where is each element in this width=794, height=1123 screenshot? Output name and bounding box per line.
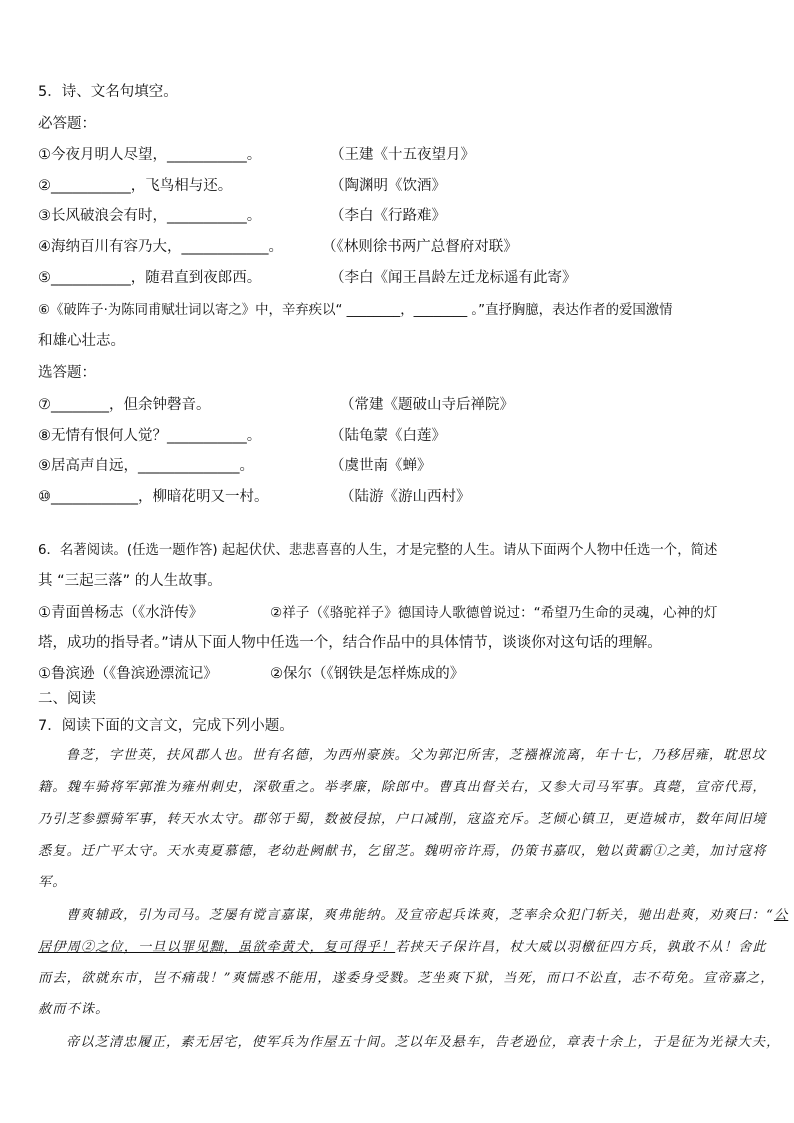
fill-item-8: ⑧无情有恨何人觉？___________。: [38, 428, 262, 444]
fill-item-7-source: （常建《题破山寺后禅院》: [340, 397, 514, 413]
passage-p1-line-1: 鲁芝，字世英，扶风郡人也。世有名德，为西州豪族。父为郭汜所害，芝襁褓流离，年十七，乃移居雍，耽思坟: [66, 748, 767, 763]
question-7-title: 7．阅读下面的文言文，完成下列小题。: [38, 718, 294, 734]
passage-p2-line-4: 赦而不诛。: [38, 1002, 110, 1017]
passage-p2-line-3: 而去，欲就东市，岂不痛哉！”爽懦惑不能用，遂委身受戮。芝坐爽下狱，当死，而口不讼直，志不苟免。宣帝嘉之，: [38, 971, 775, 986]
required-label: 必答题：: [38, 116, 96, 132]
passage-p2-line-1-text: 曹爽辅政，引为司马。芝屡有谠言嘉谋，爽弗能纳。及宣帝起兵诛爽，芝率余众犯门斩关，驰出赴爽，劝爽曰：“: [66, 908, 774, 923]
passage-p1-line-2: 籍。魏车骑将军郭淮为雍州刺史，深敬重之。举孝廉，除郎中。曹真出督关右，又参大司马军事。真薨，宣帝代焉，: [38, 780, 767, 795]
passage-underlined-start: 公: [773, 908, 789, 923]
fill-item-1-source: （王建《十五夜望月》: [330, 147, 475, 163]
fill-item-10-source: （陆游《游山西村》: [340, 489, 471, 505]
section-heading: 二、阅读: [38, 691, 96, 707]
fill-item-3: ③长风破浪会有时，___________。: [38, 208, 262, 224]
fill-item-10: ⑩____________，柳暗花明又一村。: [38, 489, 269, 505]
fill-item-5: ⑤___________，随君直到夜郎西。: [38, 270, 262, 286]
question-6-line-1: 6．名著阅读。(任选一题作答) 起起伏伏、悲悲喜喜的人生，才是完整的人生。请从下面两个人物中任选一个，简述: [38, 543, 718, 558]
fill-item-2-source: （陶渊明《饮酒》: [330, 178, 446, 194]
fill-item-4: ④海纳百川有容乃大，____________。: [38, 239, 283, 255]
passage-underlined-sentence: 居伊周②之位，一旦以罪见黜，虽欲牵黄犬，复可得乎！: [38, 940, 396, 955]
fill-item-4-source: （《林则徐书两广总督府对联》: [322, 239, 518, 255]
question-6-option-2: ②祥子（《骆驼祥子》德国诗人歌德曾说过：“希望乃生命的灵魂，心神的灯: [270, 605, 718, 621]
fill-item-6-cont: 和雄心壮志。: [38, 333, 125, 349]
fill-item-9: ⑨居高声自远，______________。: [38, 458, 254, 474]
passage-p2-line-2: [38, 938, 767, 958]
fill-item-6: ⑥《破阵子·为陈同甫赋壮词以寄之》中，辛弃疾以“ ________，________ 。”直抒胸臆，表达作者的爱国激情: [38, 303, 673, 318]
passage-p1-line-5: 军。: [38, 875, 67, 890]
question-6-choice-1: ①鲁滨逊（《鲁滨逊漂流记》: [38, 666, 218, 682]
fill-item-3-source: （李白《行路难》: [330, 208, 446, 224]
question-6-line-2: 其 “三起三落” 的人生故事。: [38, 573, 222, 589]
fill-item-9-source: （虞世南《蝉》: [330, 458, 432, 474]
fill-item-7: ⑦________，但余钟磬音。: [38, 397, 211, 413]
optional-label: 选答题：: [38, 365, 96, 381]
fill-item-5-source: （李白《闻王昌龄左迁龙标遥有此寄》: [330, 270, 577, 286]
fill-item-8-source: （陆龟蒙《白莲》: [330, 428, 446, 444]
passage-p2-line-1: [66, 906, 788, 926]
passage-p3-line-1: 帝以芝清忠履正，素无居宅，使军兵为作屋五十间。芝以年及悬车，告老逊位，章表十余上，于是征为光禄大夫，: [66, 1035, 781, 1050]
passage-p1-line-3: 乃引芝参骠骑军事，转天水太守。郡邻于蜀，数被侵掠，户口减削，寇盗充斥。芝倾心镇卫，更造城市，数年间旧境: [38, 812, 767, 827]
fill-item-2: ②___________，飞鸟相与还。: [38, 178, 233, 194]
question-6-line-4: 塔，成功的指导者。”请从下面人物中任选一个，结合作品中的具体情节，谈谈你对这句话的理解。: [38, 635, 662, 651]
question-6-option-1: ①青面兽杨志（《水浒传》: [38, 605, 204, 621]
passage-p2-line-2-rest: 若挟天子保许昌，杖大威以羽檄征四方兵，孰敢不从！舍此: [395, 940, 767, 955]
question-6-choice-2: ②保尔（《钢铁是怎样炼成的》: [270, 666, 465, 682]
fill-item-1: ①今夜月明人尽望，___________。: [38, 147, 262, 163]
passage-p1-line-4: 悉复。迁广平太守。天水夷夏慕德，老幼赴阙献书，乞留芝。魏明帝许焉，仍策书嘉叹，勉以黄霸①之美，加讨寇将: [38, 844, 767, 859]
question-5-title: 5．诗、文名句填空。: [38, 84, 178, 100]
